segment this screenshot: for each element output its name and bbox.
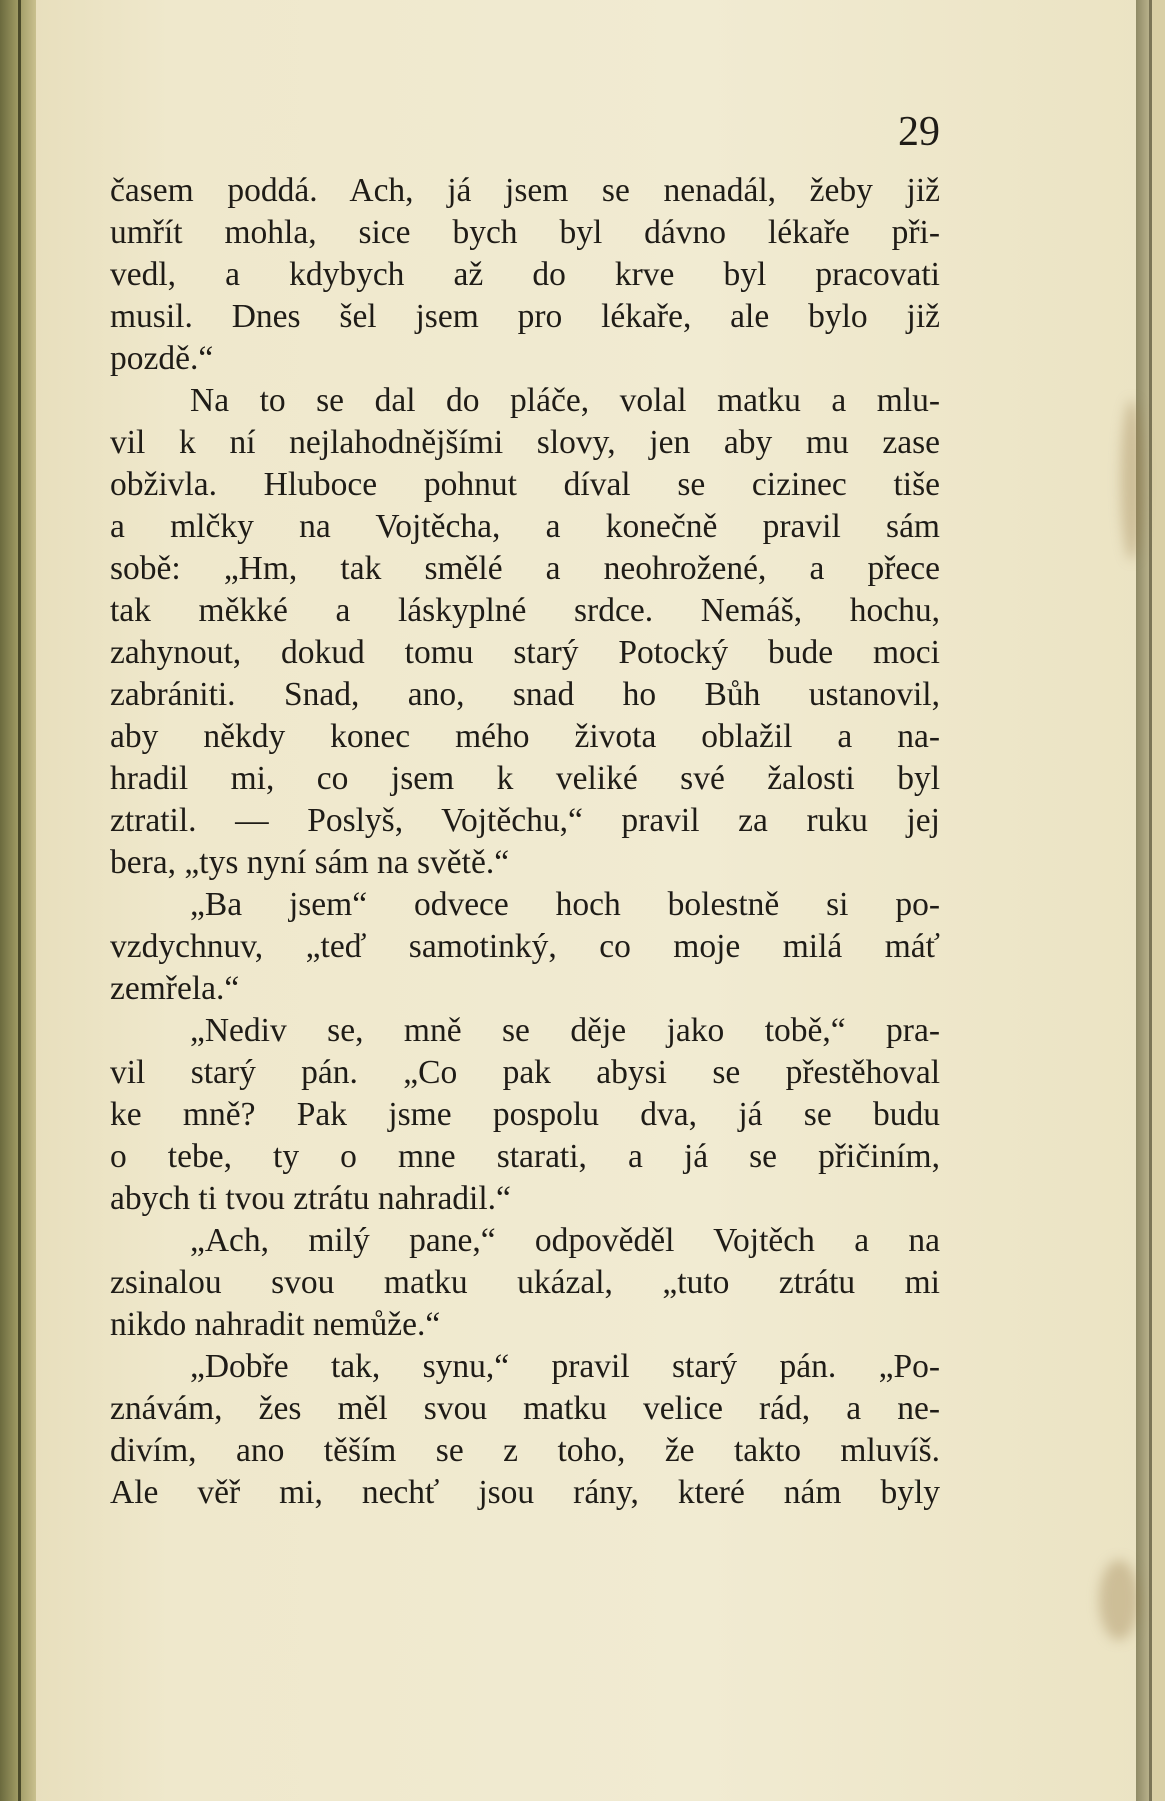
- text-line: vedl, a kdybych až do krve byl pracovati: [110, 256, 940, 293]
- text-line: zsinalou svou matku ukázal, „tuto ztrátu mi: [110, 1264, 940, 1301]
- text-line: zabrániti. Snad, ano, snad ho Bůh ustanovil,: [110, 676, 940, 713]
- text-line: „Ach, milý pane,“ odpověděl Vojtěch a na: [190, 1222, 940, 1259]
- body-text: [110, 170, 940, 1514]
- text-line: pozdě.“: [110, 340, 214, 377]
- text-line: aby někdy konec mého života oblažil a na-: [110, 718, 940, 755]
- text-line: abych ti tvou ztrátu nahradil.“: [110, 1180, 511, 1217]
- page-edge: [1136, 0, 1149, 1801]
- text-line: ke mně? Pak jsme pospolu dva, já se budu: [110, 1096, 940, 1133]
- text-line: sobě: „Hm, tak smělé a neohrožené, a přece: [110, 550, 940, 587]
- page-number: 29: [898, 109, 940, 155]
- text-line: vil starý pán. „Co pak abysi se přestěhoval: [110, 1054, 940, 1091]
- text-line: a mlčky na Vojtěcha, a konečně pravil sám: [110, 508, 940, 545]
- text-line: musil. Dnes šel jsem pro lékaře, ale bylo již: [110, 298, 940, 335]
- text-line: hradil mi, co jsem k veliké své žalosti byl: [110, 760, 940, 797]
- stain-mark: [1099, 1560, 1139, 1640]
- text-line: o tebe, ty o mne starati, a já se přičiním,: [110, 1138, 940, 1175]
- text-line: umřít mohla, sice bych byl dávno lékaře při-: [110, 214, 940, 251]
- text-line: časem poddá. Ach, já jsem se nenadál, žeby již: [110, 172, 940, 209]
- text-line: ztratil. — Poslyš, Vojtěchu,“ pravil za ruku jej: [110, 802, 940, 839]
- text-line: Na to se dal do pláče, volal matku a mlu-: [190, 382, 940, 419]
- text-line: zemřela.“: [110, 970, 240, 1007]
- text-line: „Ba jsem“ odvece hoch bolestně si po-: [190, 886, 940, 923]
- text-line: obživla. Hluboce pohnut díval se cizinec tiše: [110, 466, 940, 503]
- text-line: Ale věř mi, nechť jsou rány, které nám byly: [110, 1474, 940, 1511]
- text-line: „Dobře tak, synu,“ pravil starý pán. „Po-: [190, 1348, 940, 1385]
- text-line: „Nediv se, mně se děje jako tobě,“ pra-: [190, 1012, 940, 1049]
- text-line: znávám, žes měl svou matku velice rád, a ne-: [110, 1390, 940, 1427]
- stain-mark: [1121, 400, 1143, 560]
- text-line: nikdo nahradit nemůže.“: [110, 1306, 441, 1343]
- text-line: vil k ní nejlahodnějšími slovy, jen aby mu zase: [110, 424, 940, 461]
- text-line: divím, ano těším se z toho, že takto mluvíš.: [110, 1432, 940, 1469]
- text-line: vzdychnuv, „teď samotinký, co moje milá máť: [110, 928, 940, 965]
- spine-gutter-line: [18, 0, 21, 1801]
- text-line: tak měkké a láskyplné srdce. Nemáš, hochu,: [110, 592, 940, 629]
- text-line: zahynout, dokud tomu starý Potocký bude moci: [110, 634, 940, 671]
- text-line: bera, „tys nyní sám na světě.“: [110, 844, 510, 881]
